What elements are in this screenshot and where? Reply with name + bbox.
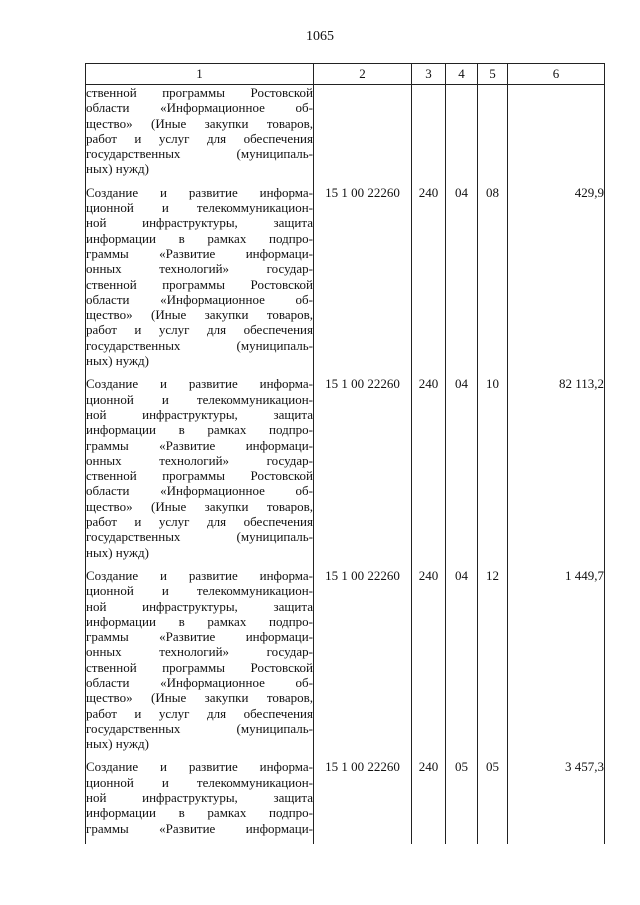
desc-line: щество» (Иные закупки товаров, bbox=[86, 307, 313, 323]
desc-line: онных технологий» государ- bbox=[86, 644, 313, 660]
desc-line: области «Информационное об- bbox=[86, 100, 313, 116]
desc-line: ной инфраструктуры, защита bbox=[86, 790, 313, 806]
desc-line: ной инфраструктуры, защита bbox=[86, 598, 313, 614]
desc-line: Создание и развитие информа- bbox=[86, 376, 313, 392]
desc-line: ных) нужд) bbox=[86, 161, 149, 177]
header-col-5: 5 bbox=[478, 64, 508, 85]
desc-line: государственных (муниципаль- bbox=[86, 529, 313, 545]
desc-line: области «Информационное об- bbox=[86, 674, 313, 690]
expense-type: 240 bbox=[412, 568, 446, 760]
desc-line: ционной и телекоммуникацион- bbox=[86, 583, 313, 599]
row-description bbox=[86, 759, 314, 843]
desc-line: ной инфраструктуры, защита bbox=[86, 406, 313, 422]
desc-line: информации в рамках подпро- bbox=[86, 422, 313, 438]
desc-line: Создание и развитие информа- bbox=[86, 567, 313, 583]
expense-type: 240 bbox=[412, 376, 446, 568]
expense-type: 240 bbox=[412, 759, 446, 843]
desc-line: онных технологий» государ- bbox=[86, 261, 313, 277]
header-col-6: 6 bbox=[508, 64, 605, 85]
subsection: 12 bbox=[478, 568, 508, 760]
row-description bbox=[86, 185, 314, 377]
desc-line: щество» (Иные закупки товаров, bbox=[86, 115, 313, 131]
header-col-3: 3 bbox=[412, 64, 446, 85]
desc-line: ционной и телекоммуникацион- bbox=[86, 200, 313, 216]
target-code: 15 1 00 22260 bbox=[314, 568, 412, 760]
section: 05 bbox=[446, 759, 478, 843]
header-col-2: 2 bbox=[314, 64, 412, 85]
table-row bbox=[86, 376, 605, 568]
desc-line: ственной программы Ростовской bbox=[86, 468, 313, 484]
desc-line: граммы «Развитие информаци- bbox=[86, 437, 313, 453]
desc-line: области «Информационное об- bbox=[86, 291, 313, 307]
desc-line: ных) нужд) bbox=[86, 544, 149, 560]
budget-table bbox=[85, 63, 605, 844]
desc-line: онных технологий» государ- bbox=[86, 452, 313, 468]
header-col-1: 1 bbox=[86, 64, 314, 85]
table-row bbox=[86, 568, 605, 760]
desc-line: области «Информационное об- bbox=[86, 483, 313, 499]
desc-line: государственных (муниципаль- bbox=[86, 720, 313, 736]
desc-line: ственной программы Ростовской bbox=[86, 85, 313, 100]
page-number: 1065 bbox=[306, 29, 334, 44]
section: 04 bbox=[446, 376, 478, 568]
row-description bbox=[86, 376, 314, 568]
amount: 429,9 bbox=[508, 185, 605, 377]
desc-line: государственных (муниципаль- bbox=[86, 146, 313, 162]
amount: 82 113,2 bbox=[508, 376, 605, 568]
continuation-description bbox=[86, 85, 314, 185]
table-row bbox=[86, 185, 605, 377]
desc-line: информации в рамках подпро- bbox=[86, 805, 313, 821]
desc-line: работ и услуг для обеспечения bbox=[86, 705, 313, 721]
desc-line: щество» (Иные закупки товаров, bbox=[86, 498, 313, 514]
desc-line: ственной программы Ростовской bbox=[86, 659, 313, 675]
target-code: 15 1 00 22260 bbox=[314, 759, 412, 843]
desc-line: Создание и развитие информа- bbox=[86, 184, 313, 200]
amount: 1 449,7 bbox=[508, 568, 605, 760]
desc-line: ционной и телекоммуникацион- bbox=[86, 391, 313, 407]
subsection: 10 bbox=[478, 376, 508, 568]
subsection: 05 bbox=[478, 759, 508, 843]
target-code: 15 1 00 22260 bbox=[314, 185, 412, 377]
desc-line: информации в рамках подпро- bbox=[86, 230, 313, 246]
header-row bbox=[86, 64, 605, 85]
expense-type: 240 bbox=[412, 185, 446, 377]
desc-line: работ и услуг для обеспечения bbox=[86, 130, 313, 146]
target-code: 15 1 00 22260 bbox=[314, 376, 412, 568]
desc-line: ной инфраструктуры, защита bbox=[86, 215, 313, 231]
desc-line: ных) нужд) bbox=[86, 353, 149, 369]
desc-line: ных) нужд) bbox=[86, 736, 149, 752]
header-col-4: 4 bbox=[446, 64, 478, 85]
desc-line: государственных (муниципаль- bbox=[86, 337, 313, 353]
desc-line: ционной и телекоммуникацион- bbox=[86, 774, 313, 790]
table-row bbox=[86, 759, 605, 843]
desc-line: граммы «Развитие информаци- bbox=[86, 820, 313, 836]
section: 04 bbox=[446, 568, 478, 760]
continuation-row bbox=[86, 85, 605, 185]
subsection: 08 bbox=[478, 185, 508, 377]
desc-line: Создание и развитие информа- bbox=[86, 759, 313, 775]
amount: 3 457,3 bbox=[508, 759, 605, 843]
desc-line: граммы «Развитие информаци- bbox=[86, 245, 313, 261]
section: 04 bbox=[446, 185, 478, 377]
row-description bbox=[86, 568, 314, 760]
desc-line: работ и услуг для обеспечения bbox=[86, 514, 313, 530]
desc-line: граммы «Развитие информаци- bbox=[86, 629, 313, 645]
desc-line: работ и услуг для обеспечения bbox=[86, 322, 313, 338]
desc-line: информации в рамках подпро- bbox=[86, 613, 313, 629]
desc-line: ственной программы Ростовской bbox=[86, 276, 313, 292]
desc-line: щество» (Иные закупки товаров, bbox=[86, 690, 313, 706]
